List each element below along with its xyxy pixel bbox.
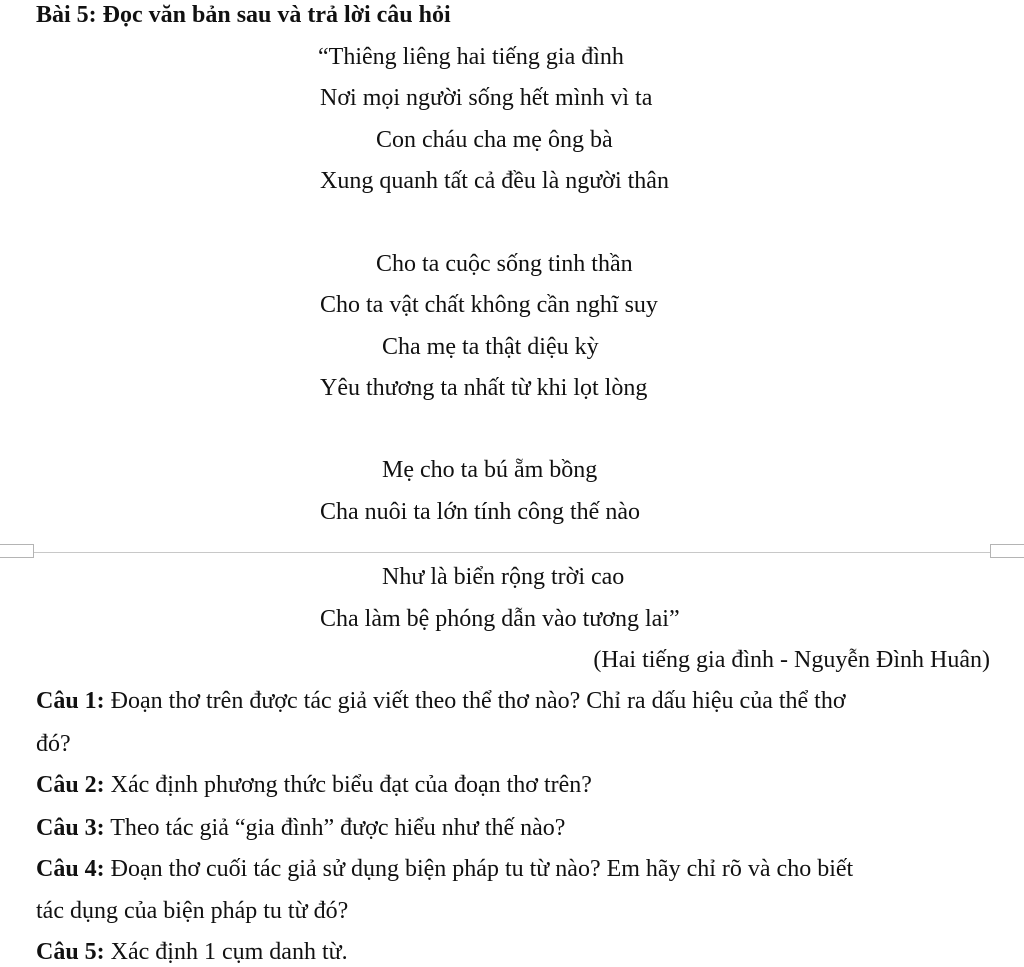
question-text: Đoạn thơ cuối tác giả sử dụng biện pháp tu từ nào? Em hãy chỉ rõ và cho biết bbox=[104, 856, 854, 882]
question-5 bbox=[36, 937, 348, 967]
poem-line: Cha mẹ ta thật diệu kỳ bbox=[382, 334, 599, 360]
poem-line: “Thiêng liêng hai tiếng gia đình bbox=[318, 44, 624, 70]
question-text: Theo tác giả “gia đình” được hiểu như thế nào? bbox=[104, 815, 566, 841]
exercise-title: Bài 5: Đọc văn bản sau và trả lời câu hỏi bbox=[36, 2, 451, 28]
question-label: Câu 4: bbox=[36, 856, 105, 882]
page-break-marker-right bbox=[990, 544, 1024, 558]
page-break-marker-left bbox=[0, 544, 34, 558]
question-text: Xác định phương thức biểu đạt của đoạn thơ trên? bbox=[104, 772, 592, 798]
poem-line: Cho ta vật chất không cần nghĩ suy bbox=[320, 292, 658, 318]
question-3 bbox=[36, 813, 565, 843]
question-4-continued: tác dụng của biện pháp tu từ đó? bbox=[36, 898, 349, 924]
poem-line: Cha nuôi ta lớn tính công thế nào bbox=[320, 499, 640, 525]
poem-line: Nơi mọi người sống hết mình vì ta bbox=[320, 85, 653, 111]
poem-line: Con cháu cha mẹ ông bà bbox=[376, 127, 613, 153]
poem-source: (Hai tiếng gia đình - Nguyễn Đình Huân) bbox=[593, 647, 990, 673]
question-text: Đoạn thơ trên được tác giả viết theo thể thơ nào? Chỉ ra dấu hiệu của thể thơ bbox=[104, 688, 846, 714]
poem-line: Cha làm bệ phóng dẫn vào tương lai” bbox=[320, 606, 680, 632]
poem-line: Xung quanh tất cả đều là người thân bbox=[320, 168, 669, 194]
question-1-continued: đó? bbox=[36, 731, 71, 757]
poem-line: Cho ta cuộc sống tinh thần bbox=[376, 251, 633, 277]
poem-line: Yêu thương ta nhất từ khi lọt lòng bbox=[320, 375, 648, 401]
question-2 bbox=[36, 770, 592, 800]
question-4 bbox=[36, 854, 853, 884]
question-label: Câu 3: bbox=[36, 815, 105, 841]
question-label: Câu 5: bbox=[36, 939, 105, 965]
question-label: Câu 2: bbox=[36, 772, 105, 798]
page-break-divider bbox=[0, 552, 1024, 553]
poem-line: Như là biển rộng trời cao bbox=[382, 564, 625, 590]
question-text: Xác định 1 cụm danh từ. bbox=[104, 939, 348, 965]
question-1 bbox=[36, 686, 846, 716]
question-label: Câu 1: bbox=[36, 688, 105, 714]
poem-line: Mẹ cho ta bú ẵm bồng bbox=[382, 457, 598, 483]
